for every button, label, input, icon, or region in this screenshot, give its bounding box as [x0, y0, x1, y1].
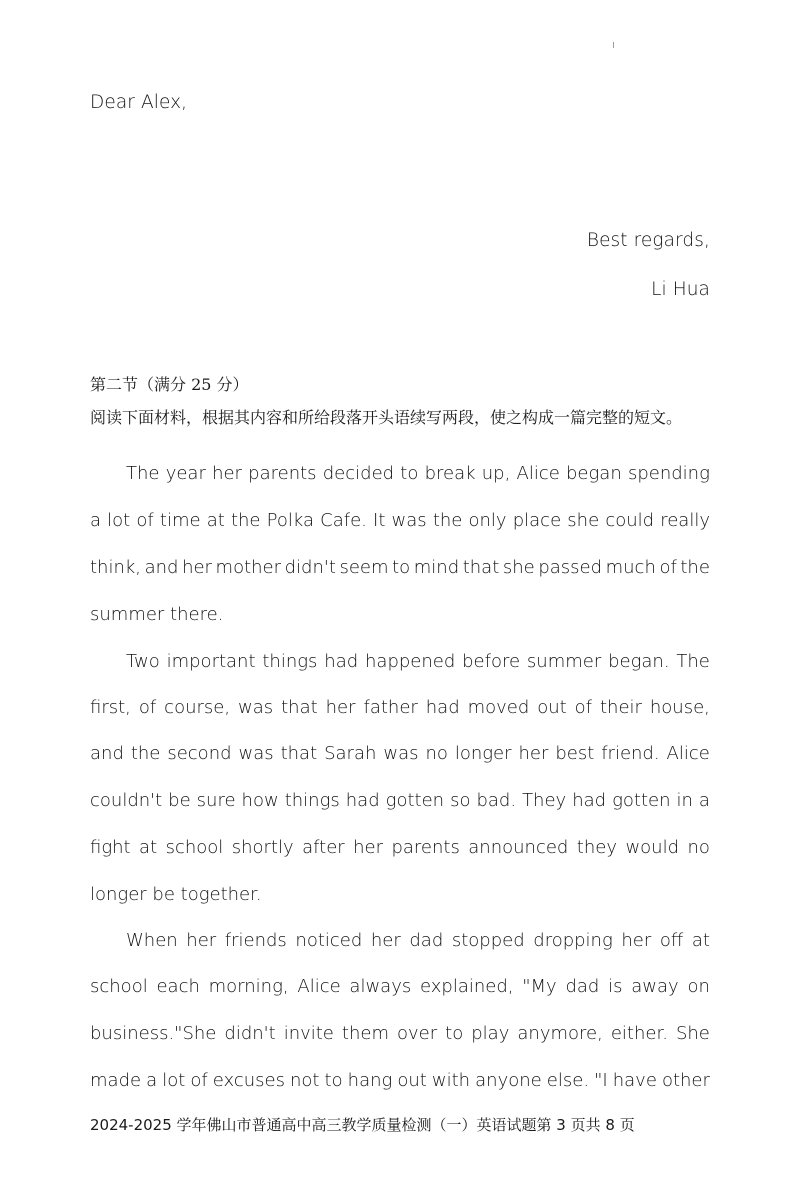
page-footer: 2024-2025 学年佛山市普通高中高三教学质量检测（一）英语试题第 3 页共 8 页 — [90, 1116, 635, 1134]
story-line: a lot of time at the Polka Cafe. It was the only place she could really — [90, 510, 710, 531]
letter-signature: Li Hua — [651, 279, 710, 300]
story-line: business."She didn't invite them over to play anymore, either. She — [90, 1023, 710, 1044]
story-line: summer there. — [90, 604, 224, 625]
letter-greeting: Dear Alex, — [90, 92, 188, 113]
section-title: 第二节（满分 25 分） — [90, 375, 249, 394]
section-instruction: 阅读下面材料，根据其内容和所给段落开头语续写两段，使之构成一篇完整的短文。 — [90, 408, 683, 427]
story-line: made a lot of excuses not to hang out with anyone else. "I have other — [90, 1070, 710, 1091]
story-line: think, and her mother didn't seem to mind that she passed much of the — [90, 557, 710, 578]
story-line: The year her parents decided to break up, Alice began spending — [126, 463, 710, 484]
story-line: longer be together. — [90, 884, 262, 905]
scan-mark — [613, 42, 614, 48]
story-line: fight at school shortly after her parents announced they would no — [90, 837, 710, 858]
story-line: school each morning, Alice always explained, "My dad is away on — [90, 976, 710, 997]
letter-closing: Best regards, — [586, 230, 710, 251]
story-line: When her friends noticed her dad stopped dropping her off at — [126, 930, 710, 951]
story-line: first, of course, was that her father had moved out of their house, — [90, 697, 710, 718]
story-line: couldn't be sure how things had gotten so bad. They had gotten in a — [90, 790, 710, 811]
story-line: and the second was that Sarah was no longer her best friend. Alice — [90, 743, 710, 764]
story-line: Two important things had happened before summer began. The — [126, 651, 710, 672]
